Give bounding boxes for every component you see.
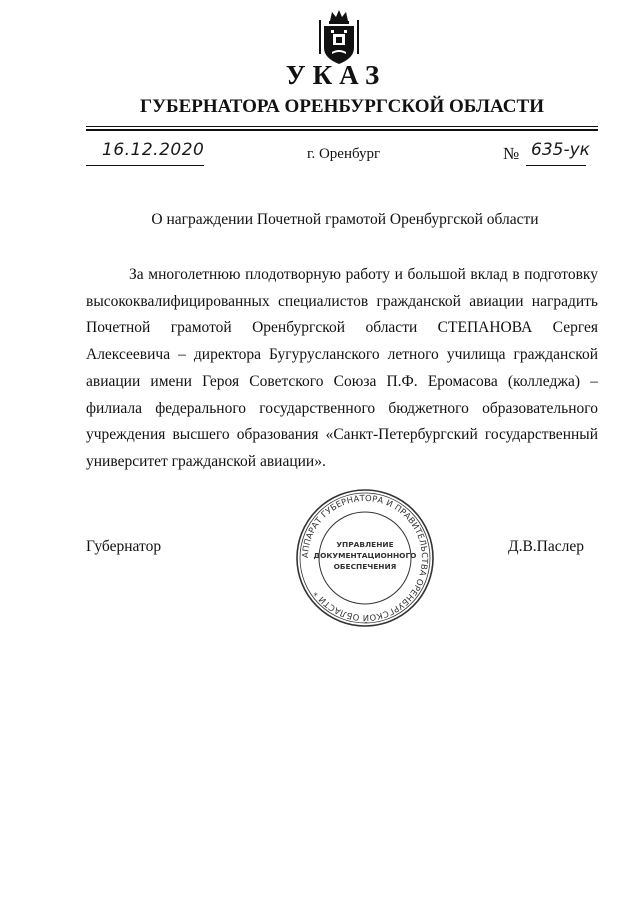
- document-city: г. Оренбург: [307, 146, 381, 162]
- document-issuer: ГУБЕРНАТОРА ОРЕНБУРГСКОЙ ОБЛАСТИ: [140, 96, 544, 117]
- body-paragraph: За многолетнюю плодотворную работу и большой вклад в подготовку высококвалифицированных специалистов гражданской авиации наградить Почетной грамотой Оренбургской области СТЕПАНОВА Сергея Алексеевича – директора Бугурусланского летного училища гражданской авиации имени Героя Советского Союза П.Ф. Еромасова (колледжа) – филиала федерального государственного бюджетного образовательного учреждения высшего образования «Санкт-Петербургский государственный университет гражданской авиации».: [86, 266, 598, 470]
- office-stamp: [294, 487, 436, 629]
- document-body: [86, 262, 598, 476]
- date-underline: [86, 165, 204, 166]
- stamp-line-2: ДОКУМЕНТАЦИОННОГО: [313, 551, 417, 560]
- number-underline: [526, 165, 586, 166]
- stamp-line-3: ОБЕСПЕЧЕНИЯ: [333, 562, 397, 571]
- stamp-ring-text: АППАРАТ ГУБЕРНАТОРА И ПРАВИТЕЛЬСТВА ОРЕНБУРГСКОЙ ОБЛАСТИ *: [299, 492, 431, 624]
- signer-position: Губернатор: [86, 538, 162, 555]
- header-rule-thick: [86, 129, 598, 131]
- document-number: 635-ук: [531, 140, 590, 160]
- signer-name: Д.В.Паслер: [508, 538, 584, 555]
- number-sign: №: [503, 144, 520, 163]
- document-date: 16.12.2020: [102, 140, 205, 160]
- header-rule-thin: [86, 126, 598, 127]
- document-title: УКАЗ: [285, 60, 387, 90]
- coat-of-arms-icon: [316, 8, 362, 66]
- stamp-line-1: УПРАВЛЕНИЕ: [336, 540, 394, 549]
- document-subject: О награждении Почетной грамотой Оренбургской области: [151, 211, 539, 228]
